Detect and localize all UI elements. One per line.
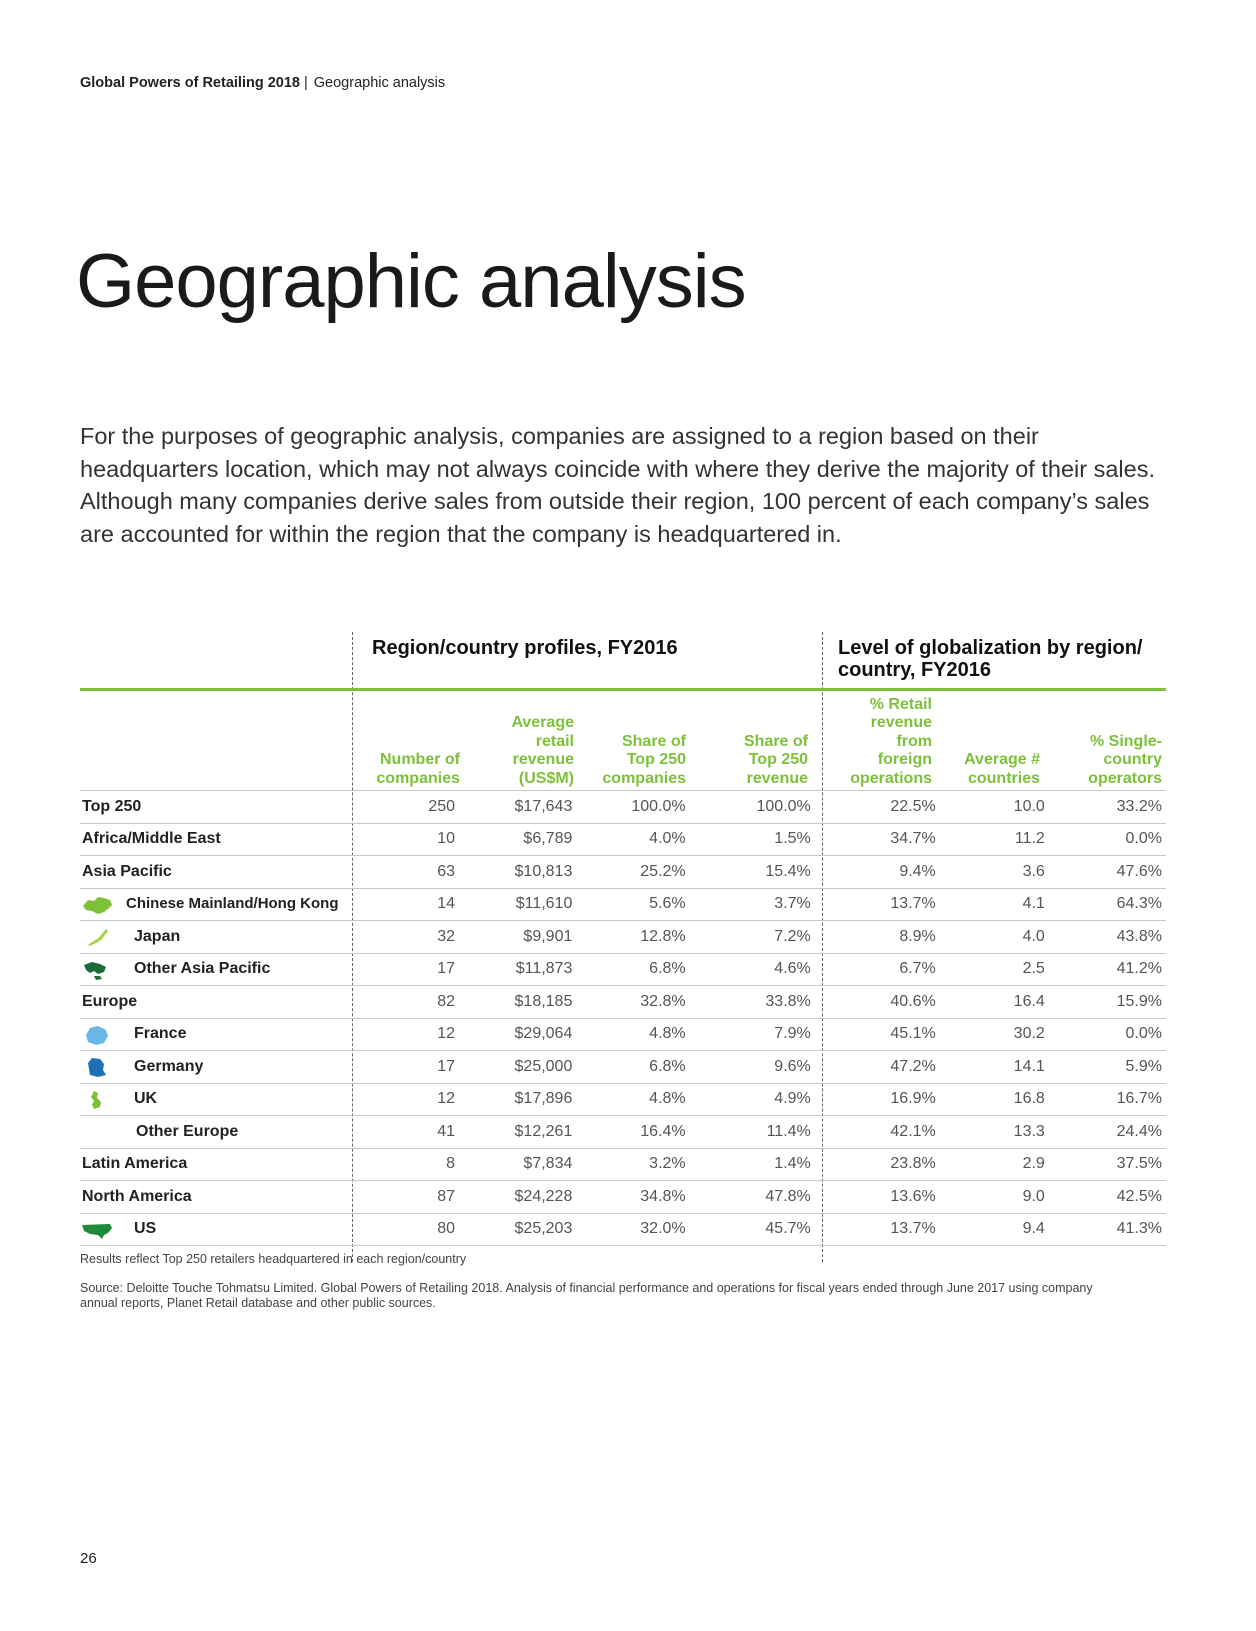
table-cell: 100.0%	[690, 791, 815, 824]
table-cell: 4.0	[940, 921, 1049, 954]
table-row	[80, 1083, 1166, 1116]
row-label: France	[134, 1025, 187, 1043]
table-cell: 25.2%	[576, 856, 689, 889]
table-row	[80, 1148, 1166, 1181]
table-cell: 7.2%	[690, 921, 815, 954]
table-cell: 6.8%	[576, 1051, 689, 1084]
table-row	[80, 1018, 1166, 1051]
page-number: 26	[80, 1550, 97, 1567]
table-cell: 100.0%	[576, 791, 689, 824]
row-label: Other Europe	[136, 1122, 239, 1140]
col-header-avg-revenue: Average retail revenue (US$M)	[511, 714, 574, 787]
china-map-icon	[80, 894, 114, 916]
table-cell: 12	[352, 1018, 459, 1051]
table-cell: 9.4%	[815, 856, 940, 889]
intro-paragraph: For the purposes of geographic analysis, companies are assigned to a region based on their headquarters location, which may not always coincide with where they derive the majority of their sales. Although many companies derive sales from outside their region, 100 percent of each company’s sales are accounted for within the region that the company is headquartered in.	[80, 423, 1155, 547]
table-cell: $29,064	[459, 1018, 576, 1051]
table-cell: 6.8%	[576, 953, 689, 986]
row-label: US	[134, 1220, 157, 1238]
table-cell: 4.1	[940, 888, 1049, 921]
table-cell: 16.4	[940, 986, 1049, 1019]
table-cell: $10,813	[459, 856, 576, 889]
table-cell: 41.3%	[1049, 1213, 1166, 1246]
table-cell: 41.2%	[1049, 953, 1166, 986]
table-cell: 22.5%	[815, 791, 940, 824]
table-cell: 34.7%	[815, 823, 940, 856]
table-cell: $17,896	[459, 1083, 576, 1116]
section-title-profiles: Region/country profiles, FY2016	[372, 637, 678, 659]
table-cell: 3.6	[940, 856, 1049, 889]
germany-map-icon	[80, 1056, 114, 1078]
table-cell: 32	[352, 921, 459, 954]
table-row	[80, 1116, 1166, 1149]
table-cell: 3.2%	[576, 1148, 689, 1181]
table-cell: 13.7%	[815, 888, 940, 921]
table-cell: 0.0%	[1049, 1018, 1166, 1051]
france-map-icon	[80, 1024, 114, 1046]
header-separator: |	[303, 75, 308, 91]
table-cell: 8	[352, 1148, 459, 1181]
row-label: North America	[82, 1187, 192, 1205]
row-label-cell	[80, 1083, 352, 1116]
col-header-avg-countries: Average # countries	[964, 751, 1040, 787]
row-label-cell	[80, 1018, 352, 1051]
table-cell: 4.0%	[576, 823, 689, 856]
table-row	[80, 953, 1166, 986]
table-cell: 13.6%	[815, 1181, 940, 1214]
table-cell: 43.8%	[1049, 921, 1166, 954]
table-cell: $6,789	[459, 823, 576, 856]
table-row	[80, 791, 1166, 824]
section-title-globalization: Level of globalization by region/ country, FY2016	[838, 637, 1143, 681]
table-cell: $11,610	[459, 888, 576, 921]
table-cell: $17,643	[459, 791, 576, 824]
table-cell: $11,873	[459, 953, 576, 986]
table-cell: 13.7%	[815, 1213, 940, 1246]
table-cell: 34.8%	[576, 1181, 689, 1214]
table-cell: 6.7%	[815, 953, 940, 986]
running-header	[80, 75, 445, 91]
table-cell: 64.3%	[1049, 888, 1166, 921]
table-cell: 4.8%	[576, 1083, 689, 1116]
table-cell: 12.8%	[576, 921, 689, 954]
header-rule	[80, 688, 1166, 691]
japan-map-icon	[80, 926, 114, 948]
row-label-cell	[80, 953, 352, 986]
table-cell: $18,185	[459, 986, 576, 1019]
footnote: Results reflect Top 250 retailers headquartered in each region/country	[80, 1252, 467, 1266]
table-cell: 14	[352, 888, 459, 921]
table-cell: 2.9	[940, 1148, 1049, 1181]
table-cell: 24.4%	[1049, 1116, 1166, 1149]
table-cell: 10.0	[940, 791, 1049, 824]
table-cell: 8.9%	[815, 921, 940, 954]
table-cell: 42.1%	[815, 1116, 940, 1149]
table-cell: 15.4%	[690, 856, 815, 889]
table-cell: 16.8	[940, 1083, 1049, 1116]
row-label: Top 250	[82, 797, 142, 815]
row-label: Asia Pacific	[82, 862, 172, 880]
table-cell: 1.5%	[690, 823, 815, 856]
table-row	[80, 823, 1166, 856]
row-label-cell	[80, 1051, 352, 1084]
col-header-number-companies: Number of companies	[376, 751, 460, 787]
table-cell: 5.6%	[576, 888, 689, 921]
table-cell: 17	[352, 1051, 459, 1084]
table-cell: 11.4%	[690, 1116, 815, 1149]
table-cell: 13.3	[940, 1116, 1049, 1149]
table-cell: 42.5%	[1049, 1181, 1166, 1214]
table-cell: 9.0	[940, 1181, 1049, 1214]
source-note: Source: Deloitte Touche Tohmatsu Limited. Global Powers of Retailing 2018. Analysis of financial performance and operations for fiscal years ended through June 2017 using company annual reports, Planet Retail database and other public sources.	[80, 1281, 1093, 1310]
row-label-cell	[80, 921, 352, 954]
table-cell: 9.6%	[690, 1051, 815, 1084]
table-cell: $7,834	[459, 1148, 576, 1181]
table-cell: 41	[352, 1116, 459, 1149]
col-header-single-country: % Single-country operators	[1088, 732, 1162, 787]
table-row	[80, 888, 1166, 921]
table-cell: 7.9%	[690, 1018, 815, 1051]
table-cell: $9,901	[459, 921, 576, 954]
table-cell: 5.9%	[1049, 1051, 1166, 1084]
table-cell: $12,261	[459, 1116, 576, 1149]
table-cell: 47.6%	[1049, 856, 1166, 889]
row-label: Germany	[134, 1057, 204, 1075]
row-label: Chinese Mainland/Hong Kong	[126, 895, 339, 913]
table-cell: 0.0%	[1049, 823, 1166, 856]
table-cell: 37.5%	[1049, 1148, 1166, 1181]
table-cell: 40.6%	[815, 986, 940, 1019]
table-cell: 15.9%	[1049, 986, 1166, 1019]
table-cell: 10	[352, 823, 459, 856]
table-cell: 63	[352, 856, 459, 889]
table-cell: 3.7%	[690, 888, 815, 921]
col-header-share-revenue: Share of Top 250 revenue	[743, 732, 808, 787]
row-label-cell	[80, 1116, 352, 1149]
row-label: Japan	[134, 927, 181, 945]
row-label: Other Asia Pacific	[134, 960, 271, 978]
table-cell: 16.9%	[815, 1083, 940, 1116]
row-label-cell	[80, 1148, 352, 1181]
table-cell: $25,203	[459, 1213, 576, 1246]
row-label: Europe	[82, 992, 138, 1010]
row-label-cell	[80, 986, 352, 1019]
table-cell: 82	[352, 986, 459, 1019]
row-label-cell	[80, 823, 352, 856]
col-header-foreign-revenue: % Retail revenue from foreign operations	[850, 695, 932, 787]
table-row	[80, 856, 1166, 889]
row-label: Africa/Middle East	[82, 830, 221, 848]
row-label-cell	[80, 856, 352, 889]
region-table	[80, 790, 1166, 1246]
table-cell: 87	[352, 1181, 459, 1214]
table-cell: 32.8%	[576, 986, 689, 1019]
table-row	[80, 986, 1166, 1019]
asia-pacific-map-icon	[80, 959, 114, 981]
row-label-cell	[80, 1213, 352, 1246]
table-cell: 9.4	[940, 1213, 1049, 1246]
table-cell: 47.2%	[815, 1051, 940, 1084]
table-cell: 33.2%	[1049, 791, 1166, 824]
row-label: Latin America	[82, 1155, 188, 1173]
table-cell: 45.7%	[690, 1213, 815, 1246]
table-row	[80, 1051, 1166, 1084]
table-cell: 45.1%	[815, 1018, 940, 1051]
table-cell: $24,228	[459, 1181, 576, 1214]
table-cell: 47.8%	[690, 1181, 815, 1214]
table-cell: 30.2	[940, 1018, 1049, 1051]
table-cell: 4.6%	[690, 953, 815, 986]
us-map-icon	[80, 1219, 114, 1241]
table-cell: 80	[352, 1213, 459, 1246]
table-cell: 250	[352, 791, 459, 824]
table-cell: 33.8%	[690, 986, 815, 1019]
row-label-cell	[80, 791, 352, 824]
table-cell: 32.0%	[576, 1213, 689, 1246]
row-label-cell	[80, 1181, 352, 1214]
page-title: Geographic analysis	[76, 239, 746, 324]
header-section: Geographic analysis	[313, 75, 446, 91]
table-cell: 4.9%	[690, 1083, 815, 1116]
table-cell: 16.7%	[1049, 1083, 1166, 1116]
table-cell: 23.8%	[815, 1148, 940, 1181]
table-cell: 14.1	[940, 1051, 1049, 1084]
table-row	[80, 1181, 1166, 1214]
row-label-cell	[80, 888, 352, 921]
table-cell: 11.2	[940, 823, 1049, 856]
publication-title: Global Powers of Retailing 2018	[80, 75, 300, 91]
row-label: UK	[134, 1090, 158, 1108]
table-cell: 4.8%	[576, 1018, 689, 1051]
table-cell: 1.4%	[690, 1148, 815, 1181]
table-cell: 16.4%	[576, 1116, 689, 1149]
table-row	[80, 1213, 1166, 1246]
uk-map-icon	[80, 1089, 114, 1111]
col-header-share-companies: Share of Top 250 companies	[602, 732, 686, 787]
table-row	[80, 921, 1166, 954]
table-cell: $25,000	[459, 1051, 576, 1084]
table-cell: 17	[352, 953, 459, 986]
table-cell: 2.5	[940, 953, 1049, 986]
table-cell: 12	[352, 1083, 459, 1116]
